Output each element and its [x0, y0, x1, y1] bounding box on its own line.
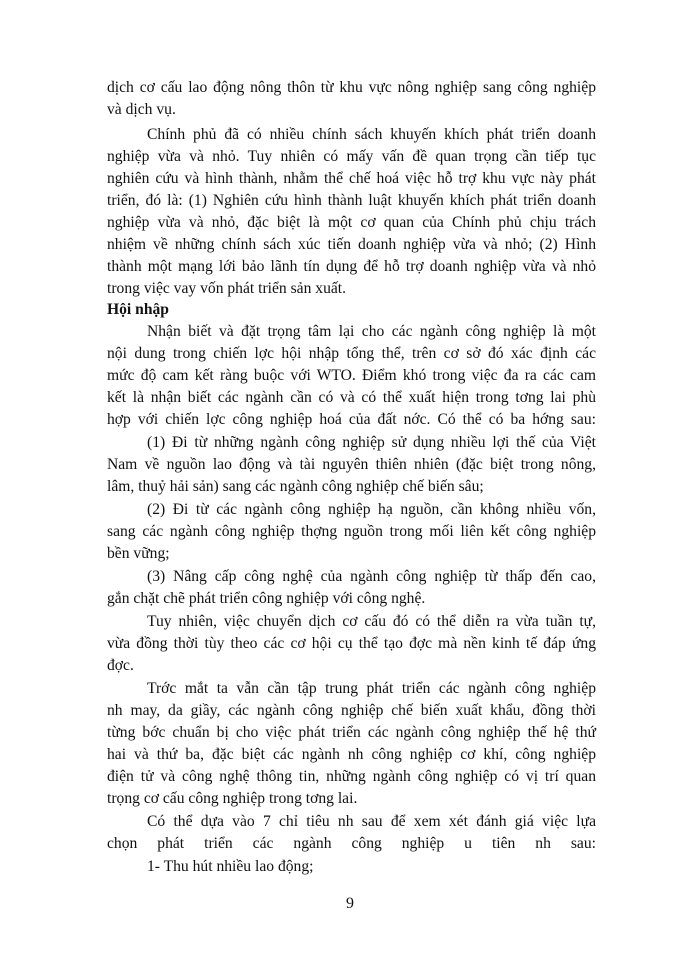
paragraph-first-line: Có thể dựa vào 7 chỉ tiêu nh sau để xem xét đánh giá việc lựa [147, 813, 596, 830]
text-line: nội dung trong chiến lợc hội nhập tổng thể, trên cơ sở đó xác định các [107, 345, 596, 362]
text-line: nghiệp vừa và nhỏ, đặc biệt là một cơ quan của Chính phủ chịu trách [107, 214, 596, 231]
paragraph-first-line: (2) Đi từ các ngành công nghiệp hạ nguồn, cần không nhiều vốn, [147, 501, 596, 518]
text-line: hai và thứ ba, đặc biệt các ngành nh công nghiệp cơ khí, công nghiệp [107, 746, 596, 763]
paragraph-first-line: 1- Thu hút nhiều lao động; [147, 858, 314, 875]
text-line: nh may, da giầy, các ngành công nghiệp chế biến xuất khẩu, đồng thời [107, 702, 596, 719]
text-line: gắn chặt chẽ phát triển công nghiệp với công nghệ. [107, 590, 426, 607]
text-line: nghiên cứu và hình thành, nhằm thể chế hoá việc hỗ trợ khu vực này phát [107, 170, 596, 187]
text-line: Nam về nguồn lao động và tài nguyên thiên nhiên (đặc biệt trong nông, [107, 456, 596, 473]
section-heading: Hội nhập [107, 301, 169, 318]
text-line: nhiệm về những chính sách xúc tiến doanh nghiệp vừa và nhỏ; (2) Hình [107, 236, 596, 253]
text-line: trọng cơ cấu công nghiệp trong tơng lai. [107, 790, 358, 807]
text-line: dịch cơ cấu lao động nông thôn từ khu vực nông nghiệp sang công nghiệp [107, 79, 596, 96]
text-line: chọn phát triển các ngành công nghiệp u tiên nh sau: [107, 835, 596, 852]
paragraph-first-line: (3) Nâng cấp công nghệ của ngành công nghiệp từ thấp đến cao, [147, 568, 596, 585]
text-line: đợc. [107, 657, 134, 674]
paragraph-first-line: Nhận biết và đặt trọng tâm lại cho các ngành công nghiệp là một [147, 323, 596, 340]
text-line: và dịch vụ. [107, 101, 176, 118]
paragraph-first-line: Chính phủ đã có nhiều chính sách khuyến khích phát triển doanh [147, 126, 596, 143]
text-line: bền vững; [107, 545, 170, 562]
text-line: vừa đồng thời tùy theo các cơ hội cụ thể tạo đợc mà nền kinh tế đáp ứng [107, 635, 596, 652]
text-line: trong việc vay vốn phát triển sản xuất. [107, 280, 347, 297]
text-line: từng bớc chuẩn bị cho việc phát triển các ngành công nghiệp thế hệ thứ [107, 724, 596, 741]
text-line: kết là nhận biết các ngành cần có và có thể xuất hiện trong tơng lai phù [107, 389, 596, 406]
paragraph-first-line: Tuy nhiên, việc chuyển dịch cơ cấu đó có thể diễn ra vừa tuần tự, [147, 613, 596, 630]
paragraph-first-line: Trớc mắt ta vẫn cần tập trung phát triển các ngành công nghiệp [147, 680, 596, 697]
text-line: hợp với chiến lợc công nghiệp hoá của đất nớc. Có thể có ba hớng sau: [107, 411, 596, 428]
page-number: 9 [346, 895, 354, 912]
text-line: triển, đó là: (1) Nghiên cứu hình thành luật khuyến khích phát triển doanh [107, 192, 596, 209]
text-line: thành một mạng lới bảo lãnh tín dụng để hỗ trợ doanh nghiệp vừa và nhỏ [107, 258, 596, 275]
text-line: lâm, thuỷ hải sản) sang các ngành công nghiệp chế biến sâu; [107, 478, 484, 495]
text-line: mức độ cam kết ràng buộc với WTO. Điểm khó trong việc đa ra các cam [107, 367, 596, 384]
text-line: nghiệp vừa và nhỏ. Tuy nhiên có mấy vấn đề quan trọng cần tiếp tục [107, 148, 596, 165]
text-line: điện tử và công nghệ thông tin, những ngành công nghiệp có vị trí quan [107, 768, 596, 785]
text-line: sang các ngành công nghiệp thợng nguồn trong mối liên kết công nghiệp [107, 523, 596, 540]
paragraph-first-line: (1) Đi từ những ngành công nghiệp sử dụng nhiều lợi thế của Việt [147, 434, 596, 451]
